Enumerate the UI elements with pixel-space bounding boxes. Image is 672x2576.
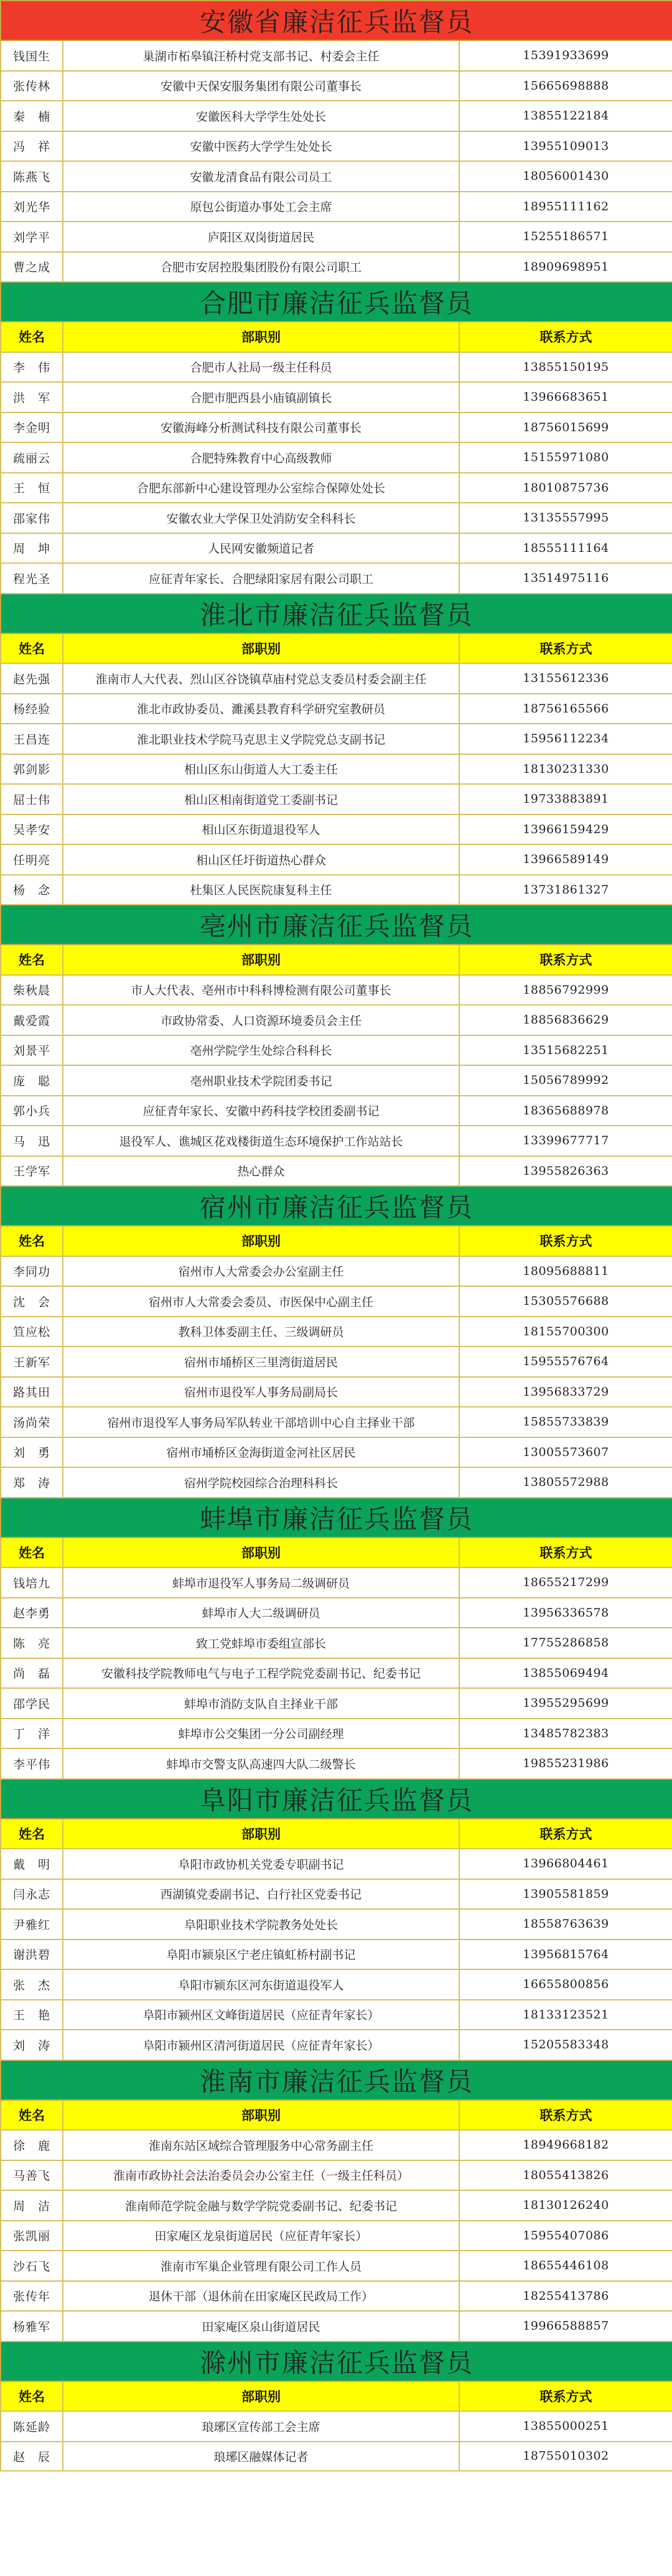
section-title-row: [1, 282, 672, 322]
table-row: [1, 2030, 672, 2060]
member-unit: 杜集区人民医院康复科主任: [63, 875, 459, 905]
table-row: [1, 252, 672, 282]
member-unit: 淮南市人大代表、烈山区谷饶镇草庙村党总支委员村委会副主任: [63, 663, 459, 694]
member-name: 周 坤: [1, 533, 63, 564]
table-row: [1, 192, 672, 222]
member-name: 郭剑影: [1, 754, 63, 785]
table-row: [1, 161, 672, 192]
member-name: 邵学民: [1, 1688, 63, 1719]
table-row: [1, 1096, 672, 1126]
member-unit: 宿州市人大常委会办公室副主任: [63, 1256, 459, 1287]
member-unit: 人民网安徽频道记者: [63, 533, 459, 564]
column-header-name: 姓名: [1, 1819, 63, 1849]
member-unit: 阜阳市颍州区文峰街道居民（应征青年家长）: [63, 2000, 459, 2030]
member-unit: 市人大代表、亳州市中科科博检测有限公司董事长: [63, 975, 459, 1006]
table-row: [1, 131, 672, 162]
column-header-phone: 联系方式: [459, 1538, 672, 1568]
member-name: 陈燕飞: [1, 161, 63, 192]
table-row: [1, 442, 672, 473]
member-name: 杨经验: [1, 694, 63, 724]
member-unit: 西湖镇党委副书记、白行社区党委书记: [63, 1879, 459, 1910]
member-phone: 13805572988: [459, 1467, 672, 1498]
table-row: [1, 1719, 672, 1749]
member-phone: 18755010302: [459, 2442, 672, 2471]
member-name: 赵 辰: [1, 2442, 63, 2471]
member-phone: 13514975116: [459, 563, 672, 594]
table-row: [1, 1658, 672, 1689]
member-name: 沈 会: [1, 1286, 63, 1317]
table-row: [1, 503, 672, 533]
table-row: [1, 814, 672, 845]
member-phone: 15056789992: [459, 1065, 672, 1096]
section-title-row: [1, 1186, 672, 1226]
column-header-name: 姓名: [1, 1538, 63, 1568]
column-header-row: [1, 633, 672, 664]
member-unit: 热心群众: [63, 1156, 459, 1187]
member-name: 王昌连: [1, 724, 63, 754]
member-unit: 田家庵区泉山街道居民: [63, 2311, 459, 2341]
member-unit: 相山区东街道退役军人: [63, 814, 459, 845]
section-title: 合肥市廉洁征兵监督员: [1, 282, 672, 322]
member-phone: 15955576764: [459, 1346, 672, 1377]
member-name: 陈 亮: [1, 1628, 63, 1658]
table-row: [1, 1598, 672, 1628]
member-phone: 13005573607: [459, 1437, 672, 1468]
column-header-row: [1, 2100, 672, 2130]
table-row: [1, 1748, 672, 1779]
table-row: [1, 1688, 672, 1719]
member-phone: 18130126240: [459, 2190, 672, 2221]
member-name: 王新军: [1, 1346, 63, 1377]
member-unit: 田家庵区龙泉街道居民（应征青年家长）: [63, 2221, 459, 2251]
column-header-phone: 联系方式: [459, 322, 672, 352]
member-unit: 退休干部（退休前在田家庵区民政局工作）: [63, 2281, 459, 2312]
member-name: 周 洁: [1, 2190, 63, 2221]
table-row: [1, 2160, 672, 2191]
section-title-row: [1, 1, 672, 40]
member-unit: 淮南市军巢企业管理有限公司工作人员: [63, 2251, 459, 2281]
column-header-row: [1, 322, 672, 352]
section-title: 阜阳市廉洁征兵监督员: [1, 1779, 672, 1819]
member-name: 闫永志: [1, 1879, 63, 1910]
table-row: [1, 975, 672, 1006]
member-phone: 18856792999: [459, 975, 672, 1006]
member-phone: 13855000251: [459, 2411, 672, 2442]
table-row: [1, 754, 672, 785]
member-unit: 阜阳市政协机关党委专职副书记: [63, 1849, 459, 1879]
table-row: [1, 1035, 672, 1066]
table-row: [1, 2411, 672, 2442]
member-name: 王 艳: [1, 2000, 63, 2030]
table-row: [1, 2311, 672, 2341]
member-phone: 18756165566: [459, 694, 672, 724]
member-unit: 阜阳市颍东区河东街道退役军人: [63, 1969, 459, 2000]
member-name: 刘景平: [1, 1035, 63, 1066]
member-phone: 13966683651: [459, 382, 672, 413]
member-name: 疏丽云: [1, 442, 63, 473]
member-unit: 淮北市政协委员、濉溪县教育科学研究室教研员: [63, 694, 459, 724]
member-name: 陈延龄: [1, 2411, 63, 2442]
member-name: 柴秋晨: [1, 975, 63, 1006]
table-row: [1, 1437, 672, 1468]
section-title: 淮南市廉洁征兵监督员: [1, 2060, 672, 2100]
member-unit: 应征青年家长、安徽中药科技学校团委副书记: [63, 1096, 459, 1126]
member-unit: 相山区相南街道党工委副书记: [63, 784, 459, 814]
member-name: 郑 涛: [1, 1467, 63, 1498]
member-phone: 13966589149: [459, 844, 672, 875]
member-phone: 18130231330: [459, 754, 672, 785]
member-phone: 18856836629: [459, 1005, 672, 1035]
column-header-row: [1, 1226, 672, 1256]
table-row: [1, 1317, 672, 1347]
member-unit: 原包公街道办事处工会主席: [63, 192, 459, 222]
member-unit: 合肥市安居控股集团股份有限公司职工: [63, 252, 459, 282]
table-row: [1, 40, 672, 71]
member-unit: 淮南东站区域综合管理服务中心常务副主任: [63, 2130, 459, 2160]
table-row: [1, 533, 672, 564]
member-name: 任明亮: [1, 844, 63, 875]
member-name: 杨 念: [1, 875, 63, 905]
member-phone: 15205583348: [459, 2030, 672, 2060]
section-title: 滁州市廉洁征兵监督员: [1, 2341, 672, 2381]
member-unit: 安徽中医药大学学生处处长: [63, 131, 459, 162]
column-header-phone: 联系方式: [459, 2381, 672, 2412]
section-title-row: [1, 1779, 672, 1819]
member-unit: 宿州市退役军人事务局军队转业干部培训中心自主择业干部: [63, 1407, 459, 1437]
member-unit: 相山区东山街道人大工委主任: [63, 754, 459, 785]
member-unit: 合肥东部新中心建设管理办公室综合保障处处长: [63, 473, 459, 503]
section-title-row: [1, 1498, 672, 1538]
member-unit: 宿州市人大常委会委员、市医保中心副主任: [63, 1286, 459, 1317]
member-phone: 13515682251: [459, 1035, 672, 1066]
member-unit: 安徽农业大学保卫处消防安全科科长: [63, 503, 459, 533]
member-unit: 阜阳职业技术学院教务处处长: [63, 1909, 459, 1939]
member-phone: 18056001430: [459, 161, 672, 192]
table-row: [1, 1567, 672, 1598]
section-title-row: [1, 905, 672, 945]
member-unit: 安徽科技学院教师电气与电子工程学院党委副书记、纪委书记: [63, 1658, 459, 1689]
member-name: 戴爱霞: [1, 1005, 63, 1035]
member-unit: 淮南市政协社会法治委员会办公室主任（一级主任科员）: [63, 2160, 459, 2191]
section-title: 亳州市廉洁征兵监督员: [1, 905, 672, 945]
member-name: 沙石飞: [1, 2251, 63, 2281]
member-name: 刘光华: [1, 192, 63, 222]
column-header-unit: 部职别: [63, 322, 459, 352]
column-header-phone: 联系方式: [459, 633, 672, 664]
member-phone: 15955407086: [459, 2221, 672, 2251]
member-unit: 宿州学院校园综合治理科科长: [63, 1467, 459, 1498]
member-name: 邵家伟: [1, 503, 63, 533]
member-unit: 亳州学院学生处综合科科长: [63, 1035, 459, 1066]
member-phone: 13855150195: [459, 352, 672, 383]
table-row: [1, 1909, 672, 1939]
column-header-unit: 部职别: [63, 2100, 459, 2130]
member-name: 张 杰: [1, 1969, 63, 2000]
table-row: [1, 1377, 672, 1407]
table-row: [1, 1005, 672, 1035]
member-unit: 教科卫体委副主任、三级调研员: [63, 1317, 459, 1347]
member-phone: 15956112234: [459, 724, 672, 754]
column-header-row: [1, 1819, 672, 1849]
member-phone: 13966159429: [459, 814, 672, 845]
table-row: [1, 784, 672, 814]
member-name: 尹雅红: [1, 1909, 63, 1939]
member-name: 王学军: [1, 1156, 63, 1187]
member-unit: 巢湖市柘皋镇汪桥村党支部书记、村委会主任: [63, 40, 459, 71]
section-title: 蚌埠市廉洁征兵监督员: [1, 1498, 672, 1538]
table-row: [1, 1286, 672, 1317]
table-row: [1, 1407, 672, 1437]
member-name: 徐 鹿: [1, 2130, 63, 2160]
member-unit: 蚌埠市交警支队高速四大队二级警长: [63, 1748, 459, 1779]
member-unit: 亳州职业技术学院团委书记: [63, 1065, 459, 1096]
table-row: [1, 1065, 672, 1096]
table-row: [1, 1628, 672, 1658]
table-row: [1, 101, 672, 131]
table-row: [1, 1939, 672, 1970]
member-phone: 15665698888: [459, 71, 672, 101]
member-unit: 宿州市埇桥区三里湾街道居民: [63, 1346, 459, 1377]
column-header-name: 姓名: [1, 2381, 63, 2412]
member-name: 冯 祥: [1, 131, 63, 162]
table-row: [1, 2442, 672, 2471]
table-row: [1, 71, 672, 101]
column-header-unit: 部职别: [63, 2381, 459, 2412]
member-unit: 琅琊区融媒体记者: [63, 2442, 459, 2471]
member-name: 张传年: [1, 2281, 63, 2312]
member-phone: 18010875736: [459, 473, 672, 503]
member-name: 赵李勇: [1, 1598, 63, 1628]
member-phone: 18365688978: [459, 1096, 672, 1126]
member-unit: 应征青年家长、合肥绿阳家居有限公司职工: [63, 563, 459, 594]
table-row: [1, 382, 672, 413]
column-header-name: 姓名: [1, 1226, 63, 1256]
table-row: [1, 413, 672, 443]
member-unit: 退役军人、谯城区花戏楼街道生态环境保护工作站站长: [63, 1126, 459, 1156]
table-row: [1, 352, 672, 383]
table-row: [1, 1849, 672, 1879]
member-unit: 庐阳区双岗街道居民: [63, 222, 459, 252]
table-row: [1, 875, 672, 905]
member-phone: 15391933699: [459, 40, 672, 71]
member-phone: 18055413826: [459, 2160, 672, 2191]
member-unit: 宿州市退役军人事务局副局长: [63, 1377, 459, 1407]
column-header-phone: 联系方式: [459, 1226, 672, 1256]
member-name: 李金明: [1, 413, 63, 443]
column-header-unit: 部职别: [63, 1226, 459, 1256]
member-phone: 13485782383: [459, 1719, 672, 1749]
member-phone: 18949668182: [459, 2130, 672, 2160]
member-unit: 合肥特殊教育中心高级教师: [63, 442, 459, 473]
member-name: 赵先强: [1, 663, 63, 694]
section-title: 安徽省廉洁征兵监督员: [1, 1, 672, 40]
member-phone: 13135557995: [459, 503, 672, 533]
member-unit: 相山区任圩街道热心群众: [63, 844, 459, 875]
member-phone: 16655800856: [459, 1969, 672, 2000]
table-row: [1, 2281, 672, 2312]
member-phone: 17755286858: [459, 1628, 672, 1658]
table-row: [1, 1879, 672, 1910]
column-header-name: 姓名: [1, 322, 63, 352]
member-name: 戴 明: [1, 1849, 63, 1879]
column-header-phone: 联系方式: [459, 2100, 672, 2130]
member-name: 刘 涛: [1, 2030, 63, 2060]
member-phone: 13855069494: [459, 1658, 672, 1689]
member-phone: 15305576688: [459, 1286, 672, 1317]
member-name: 钱国生: [1, 40, 63, 71]
member-phone: 18155700300: [459, 1317, 672, 1347]
member-name: 张凯丽: [1, 2221, 63, 2251]
table-row: [1, 2221, 672, 2251]
member-phone: 19966588857: [459, 2311, 672, 2341]
table-row: [1, 473, 672, 503]
member-phone: 15855733839: [459, 1407, 672, 1437]
table-row: [1, 2190, 672, 2221]
table-row: [1, 1467, 672, 1498]
member-name: 程光圣: [1, 563, 63, 594]
member-phone: 18756015699: [459, 413, 672, 443]
member-phone: 18655217299: [459, 1567, 672, 1598]
member-name: 李同功: [1, 1256, 63, 1287]
member-unit: 致工党蚌埠市委组宣部长: [63, 1628, 459, 1658]
member-unit: 安徽海峰分析测试科技有限公司董事长: [63, 413, 459, 443]
member-phone: 18655446108: [459, 2251, 672, 2281]
member-phone: 18255413786: [459, 2281, 672, 2312]
member-name: 路其田: [1, 1377, 63, 1407]
member-phone: 15255186571: [459, 222, 672, 252]
column-header-name: 姓名: [1, 633, 63, 664]
member-unit: 淮北职业技术学院马克思主义学院党总支副书记: [63, 724, 459, 754]
member-unit: 安徽龙清食品有限公司员工: [63, 161, 459, 192]
member-name: 笪应松: [1, 1317, 63, 1347]
table-row: [1, 2251, 672, 2281]
section-title-row: [1, 2060, 672, 2100]
member-phone: 19733883891: [459, 784, 672, 814]
member-phone: 13955109013: [459, 131, 672, 162]
member-name: 曹之成: [1, 252, 63, 282]
column-header-phone: 联系方式: [459, 1819, 672, 1849]
member-phone: 13155612336: [459, 663, 672, 694]
section-title-row: [1, 594, 672, 633]
member-phone: 13855122184: [459, 101, 672, 131]
table-row: [1, 2130, 672, 2160]
member-name: 秦 楠: [1, 101, 63, 131]
member-phone: 15155971080: [459, 442, 672, 473]
table-row: [1, 663, 672, 694]
member-name: 马善飞: [1, 2160, 63, 2191]
column-header-unit: 部职别: [63, 945, 459, 975]
table-row: [1, 563, 672, 594]
table-row: [1, 1256, 672, 1287]
member-phone: 19855231986: [459, 1748, 672, 1779]
member-phone: 13731861327: [459, 875, 672, 905]
member-name: 刘 勇: [1, 1437, 63, 1468]
table-row: [1, 1126, 672, 1156]
member-name: 张传林: [1, 71, 63, 101]
member-phone: 13956336578: [459, 1598, 672, 1628]
member-name: 马 迅: [1, 1126, 63, 1156]
member-name: 谢洪碧: [1, 1939, 63, 1970]
member-name: 屈士伟: [1, 784, 63, 814]
member-unit: 安徽医科大学学生处处长: [63, 101, 459, 131]
member-name: 丁 洋: [1, 1719, 63, 1749]
member-unit: 市政协常委、人口资源环境委员会主任: [63, 1005, 459, 1035]
member-unit: 阜阳市颍泉区宁老庄镇虹桥村副书记: [63, 1939, 459, 1970]
member-phone: 13905581859: [459, 1879, 672, 1910]
member-unit: 宿州市埇桥区金海街道金河社区居民: [63, 1437, 459, 1468]
table-row: [1, 2000, 672, 2030]
member-unit: 蚌埠市退役军人事务局二级调研员: [63, 1567, 459, 1598]
member-unit: 淮南师范学院金融与数学学院党委副书记、纪委书记: [63, 2190, 459, 2221]
member-name: 庞 聪: [1, 1065, 63, 1096]
column-header-row: [1, 1538, 672, 1568]
column-header-unit: 部职别: [63, 633, 459, 664]
member-unit: 合肥市人社局一级主任科员: [63, 352, 459, 383]
member-name: 王 恒: [1, 473, 63, 503]
column-header-unit: 部职别: [63, 1819, 459, 1849]
member-unit: 安徽中天保安服务集团有限公司董事长: [63, 71, 459, 101]
member-name: 李平伟: [1, 1748, 63, 1779]
table-row: [1, 1156, 672, 1187]
member-name: 刘学平: [1, 222, 63, 252]
member-unit: 蚌埠市人大二级调研员: [63, 1598, 459, 1628]
section-title: 宿州市廉洁征兵监督员: [1, 1186, 672, 1226]
column-header-row: [1, 2381, 672, 2412]
column-header-unit: 部职别: [63, 1538, 459, 1568]
member-name: 李 伟: [1, 352, 63, 383]
table-row: [1, 724, 672, 754]
member-phone: 13399677717: [459, 1126, 672, 1156]
member-name: 吴孝安: [1, 814, 63, 845]
table-row: [1, 1969, 672, 2000]
table-row: [1, 1346, 672, 1377]
section-title-row: [1, 2341, 672, 2381]
member-phone: 18095688811: [459, 1256, 672, 1287]
member-phone: 13956815764: [459, 1939, 672, 1970]
table-row: [1, 844, 672, 875]
roster-body: [1, 1, 672, 2471]
table-row: [1, 694, 672, 724]
member-unit: 琅琊区宣传部工会主席: [63, 2411, 459, 2442]
member-name: 汤尚荣: [1, 1407, 63, 1437]
member-name: 尚 磊: [1, 1658, 63, 1689]
column-header-row: [1, 945, 672, 975]
section-title: 淮北市廉洁征兵监督员: [1, 594, 672, 633]
member-phone: 18555111164: [459, 533, 672, 564]
member-name: 洪 军: [1, 382, 63, 413]
member-unit: 蚌埠市消防支队自主择业干部: [63, 1688, 459, 1719]
member-phone: 13955295699: [459, 1688, 672, 1719]
member-name: 杨雅军: [1, 2311, 63, 2341]
table-row: [1, 222, 672, 252]
column-header-name: 姓名: [1, 945, 63, 975]
column-header-name: 姓名: [1, 2100, 63, 2130]
member-phone: 18955111162: [459, 192, 672, 222]
column-header-phone: 联系方式: [459, 945, 672, 975]
member-name: 钱培九: [1, 1567, 63, 1598]
member-name: 郭小兵: [1, 1096, 63, 1126]
member-unit: 蚌埠市公交集团一分公司副经理: [63, 1719, 459, 1749]
member-phone: 13955826363: [459, 1156, 672, 1187]
member-phone: 18133123521: [459, 2000, 672, 2030]
member-unit: 合肥市肥西县小庙镇副镇长: [63, 382, 459, 413]
member-phone: 13956833729: [459, 1377, 672, 1407]
member-phone: 18909698951: [459, 252, 672, 282]
member-unit: 阜阳市颍州区清河街道居民（应征青年家长）: [63, 2030, 459, 2060]
member-phone: 13966804461: [459, 1849, 672, 1879]
member-phone: 18558763639: [459, 1909, 672, 1939]
